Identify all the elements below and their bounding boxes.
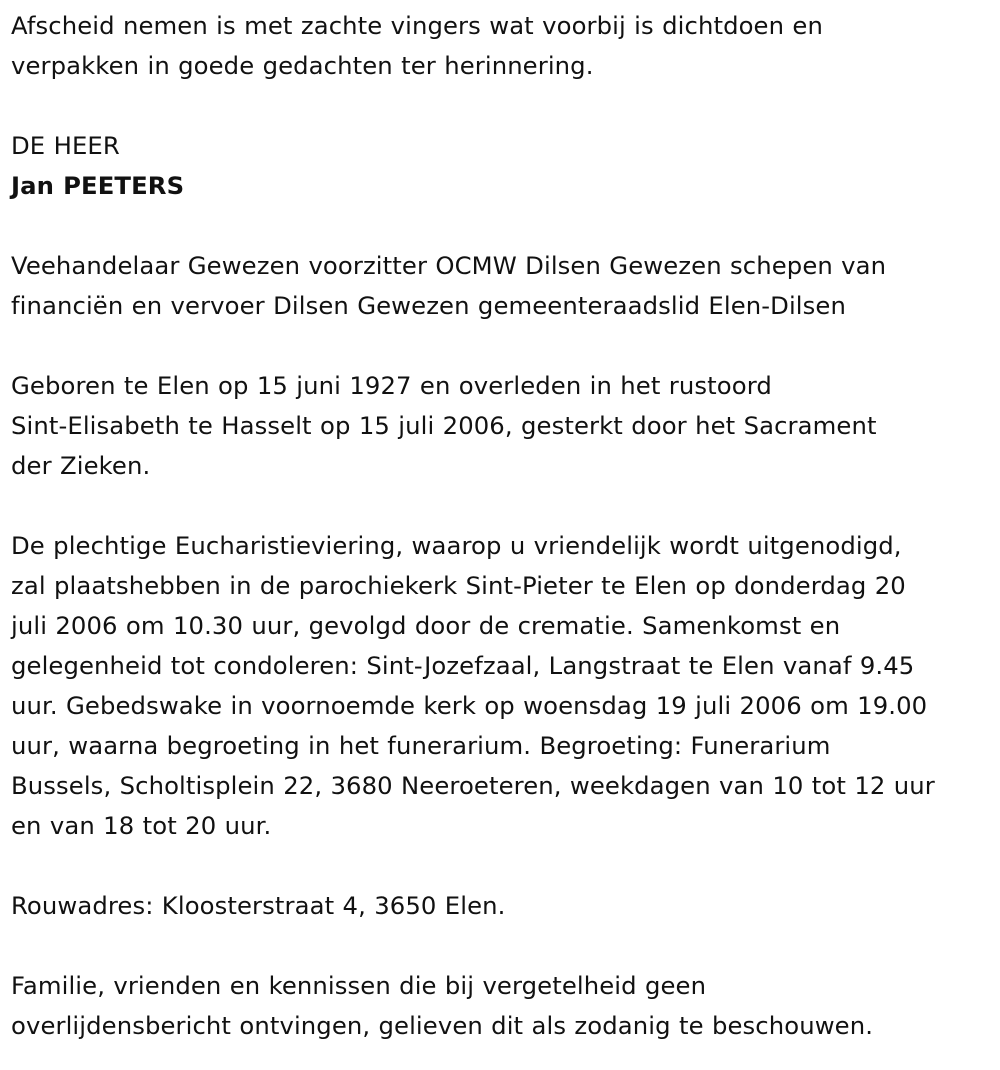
spacer xyxy=(11,926,995,966)
functions-line: Veehandelaar Gewezen voorzitter OCMW Dilsen Gewezen schepen van xyxy=(11,251,887,280)
service-line: Bussels, Scholtisplein 22, 3680 Neeroeteren, weekdagen van 10 tot 12 uur xyxy=(11,771,935,800)
title-prefix: DE HEER xyxy=(11,131,120,160)
deceased-name: Jan PEETERS xyxy=(11,171,185,200)
service-line: uur. Gebedswake in voornoemde kerk op woensdag 19 juli 2006 om 19.00 xyxy=(11,691,928,720)
birth-death-line: Geboren te Elen op 15 juni 1927 en overleden in het rustoord xyxy=(11,371,772,400)
spacer xyxy=(11,326,995,366)
birth-death-line: der Zieken. xyxy=(11,451,151,480)
service-line: De plechtige Eucharistieviering, waarop u vriendelijk wordt uitgenodigd, xyxy=(11,531,902,560)
mourning-address xyxy=(11,886,995,926)
closing-line: overlijdensbericht ontvingen, gelieven dit als zodanig te beschouwen. xyxy=(11,1011,874,1040)
intro-line: verpakken in goede gedachten ter herinnering. xyxy=(11,51,594,80)
service-line: gelegenheid tot condoleren: Sint-Jozefzaal, Langstraat te Elen vanaf 9.45 xyxy=(11,651,915,680)
service-line: juli 2006 om 10.30 uur, gevolgd door de crematie. Samenkomst en xyxy=(11,611,841,640)
functions-paragraph xyxy=(11,246,995,326)
service-line: zal plaatshebben in de parochiekerk Sint-Pieter te Elen op donderdag 20 xyxy=(11,571,906,600)
spacer xyxy=(11,846,995,886)
service-line: en van 18 tot 20 uur. xyxy=(11,811,272,840)
service-line: uur, waarna begroeting in het funerarium. Begroeting: Funerarium xyxy=(11,731,831,760)
closing-paragraph xyxy=(11,966,995,1046)
spacer xyxy=(11,86,995,126)
functions-line: financiën en vervoer Dilsen Gewezen gemeenteraadslid Elen-Dilsen xyxy=(11,291,846,320)
address-line: Rouwadres: Kloosterstraat 4, 3650 Elen. xyxy=(11,891,506,920)
closing-line: Familie, vrienden en kennissen die bij vergetelheid geen xyxy=(11,971,707,1000)
intro-line: Afscheid nemen is met zachte vingers wat voorbij is dichtdoen en xyxy=(11,11,823,40)
intro-quote xyxy=(11,6,995,86)
deceased-heading xyxy=(11,126,995,206)
birth-death-paragraph xyxy=(11,366,995,486)
spacer xyxy=(11,206,995,246)
service-paragraph xyxy=(11,526,995,846)
spacer xyxy=(11,486,995,526)
obituary-document xyxy=(11,6,995,1046)
birth-death-line: Sint-Elisabeth te Hasselt op 15 juli 2006, gesterkt door het Sacrament xyxy=(11,411,877,440)
